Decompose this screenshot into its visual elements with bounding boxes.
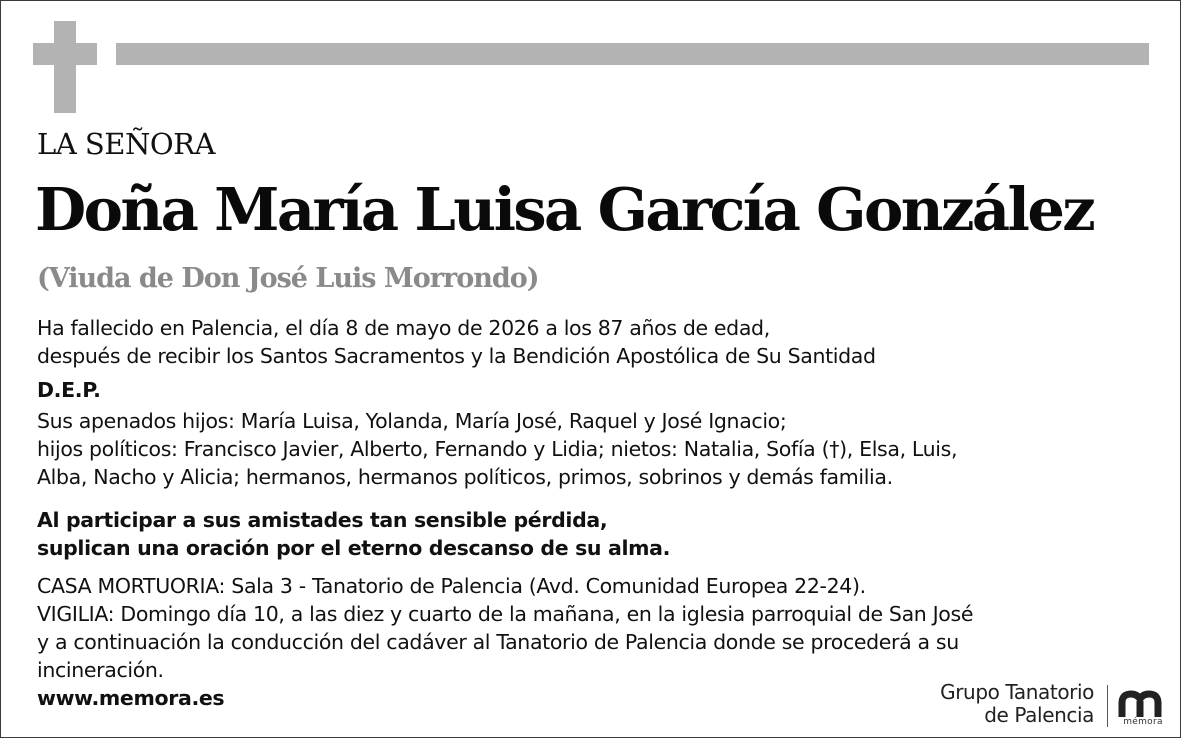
death-announcement xyxy=(37,314,876,370)
text-line: y a continuación la conducción del cadáver al Tanatorio de Palencia donde se procederá a su xyxy=(37,630,959,654)
dep-label: D.E.P. xyxy=(37,378,101,402)
cross-icon xyxy=(54,21,76,113)
deceased-name: Doña María Luisa García González xyxy=(35,175,1094,244)
text-line: hijos políticos: Francisco Javier, Alberto, Fernando y Lidia; nietos: Natalia, Sofía (†), Elsa, Luis, xyxy=(37,437,958,461)
memora-m-logo-icon xyxy=(1117,689,1169,719)
funeral-home-name: Grupo Tanatorio de Palencia xyxy=(940,680,1094,727)
website-link[interactable]: www.memora.es xyxy=(37,686,225,710)
widow-of: (Viuda de Don José Luis Morrondo) xyxy=(37,263,539,294)
header-bar xyxy=(116,43,1149,65)
text-line: incineración. xyxy=(37,658,164,682)
family-list xyxy=(37,407,957,491)
logo-divider xyxy=(1107,685,1108,727)
funeral-info xyxy=(37,572,973,684)
brand-caption: mémora xyxy=(1123,717,1163,727)
text-line: VIGILIA: Domingo día 10, a las diez y cuarto de la mañana, en la iglesia parroquial de San José xyxy=(37,602,974,626)
text-line: CASA MORTUORIA: Sala 3 - Tanatorio de Palencia (Avd. Comunidad Europea 22-24). xyxy=(37,574,866,598)
text-line: después de recibir los Santos Sacramentos y la Bendición Apostólica de Su Santidad xyxy=(37,344,876,368)
text-line: Al participar a sus amistades tan sensible pérdida, xyxy=(37,508,608,532)
intro-title: LA SEÑORA xyxy=(37,127,215,161)
cross-icon-crossbar xyxy=(33,43,97,65)
text-line: Ha fallecido en Palencia, el día 8 de mayo de 2026 a los 87 años de edad, xyxy=(37,316,770,340)
text-line: Alba, Nacho y Alicia; hermanos, hermanos políticos, primos, sobrinos y demás familia. xyxy=(37,465,893,489)
prayer-request xyxy=(37,506,670,562)
text-line: Sus apenados hijos: María Luisa, Yolanda, María José, Raquel y José Ignacio; xyxy=(37,409,787,433)
text-line: suplican una oración por el eterno descanso de su alma. xyxy=(37,536,671,560)
